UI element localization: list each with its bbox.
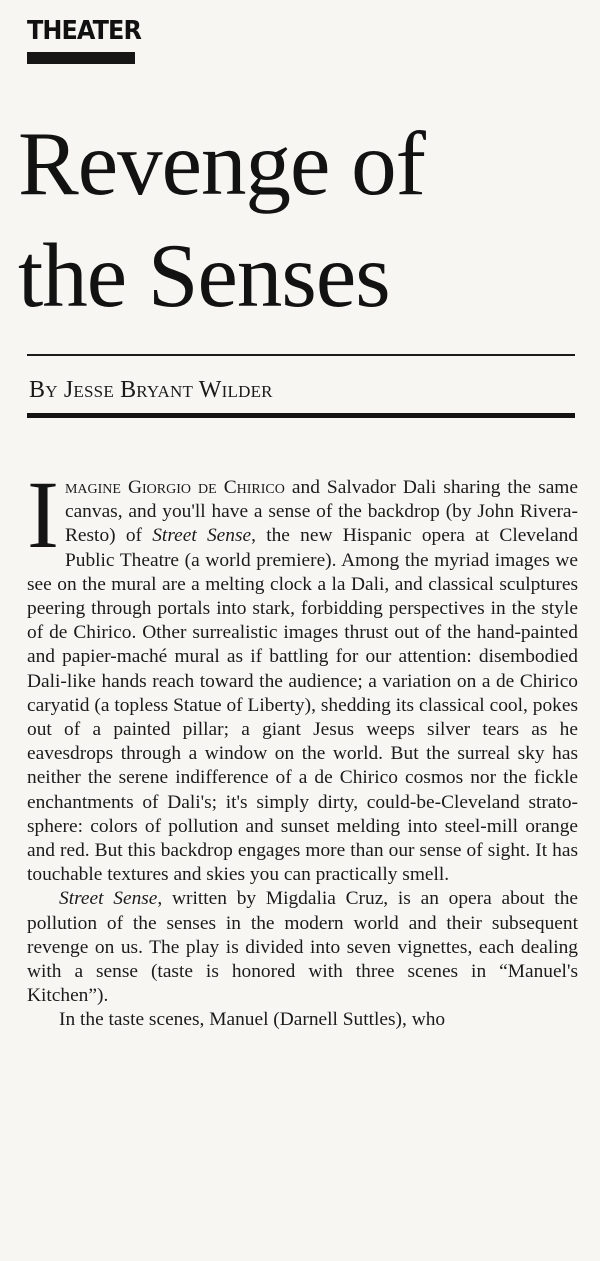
section-label-bar [27, 52, 135, 64]
paragraph-2-text: , written by Migdalia Cruz, is an opera about the pollution of the senses in the modern world and their subsequent revenge on us. The play is divided into seven vignettes, each dealing with a sense (taste is honored with three scenes in “Manuel's Kitchen”). [27, 888, 578, 1007]
play-title: Street Sense [152, 525, 252, 547]
headline-line-2: the Senses [18, 225, 390, 326]
headline-line-1: Revenge of [18, 113, 425, 214]
byline: By Jesse Bryant Wilder [29, 377, 273, 403]
byline-top-rule [27, 354, 575, 356]
article-body [27, 461, 578, 1033]
article-headline [18, 108, 588, 332]
byline-bottom-rule [27, 413, 575, 418]
paragraph-3 [27, 1008, 578, 1032]
drop-cap: I [27, 461, 59, 568]
paragraph-1 [27, 461, 578, 887]
lead-in: magine Giorgio de Chirico [64, 477, 285, 498]
paragraph-1-text-b: , the new Hispanic opera at Cleveland Public Theatre (a world premiere). Among the myriad images we see on the mural are a melting clock a la Dali, and classical sculptures peering through portals into stark, forbidding perspectives in the style of de Chirico. Other surrealistic images thrust out of the hand-painted and papier-maché mural as if battling for our attention: disembodied Dali-like hands reach toward the audience; a variation on a de Chirico caryatid (a topless Statue of Liberty), shedding its classical cool, pokes out of a painted pillar; a giant Jesus weeps silver tears as he eavesdrops through a window on the world. But the surreal sky has neither the serene indifference of a de Chirico cosmos nor the fickle enchantments of Dali's; it's simply dirty, could-be-Cleveland stratosphere: colors of pollution and sunset melding into steel-mill orange and red. But this backdrop engages more than our sense of sight. It has touchable textures and skies you can practically smell. [27, 525, 578, 886]
paragraph-3-text: In the taste scenes, Manuel (Darnell Suttles), who [59, 1009, 446, 1031]
play-title: Street Sense [59, 888, 158, 910]
paragraph-1-text-a: and Salvador Dali sharing the same canvas, and you'll have a sense of the backdrop (by John Rivera-Resto) of [64, 477, 578, 547]
section-label: THEATER [27, 16, 141, 46]
paragraph-2 [27, 887, 578, 1008]
